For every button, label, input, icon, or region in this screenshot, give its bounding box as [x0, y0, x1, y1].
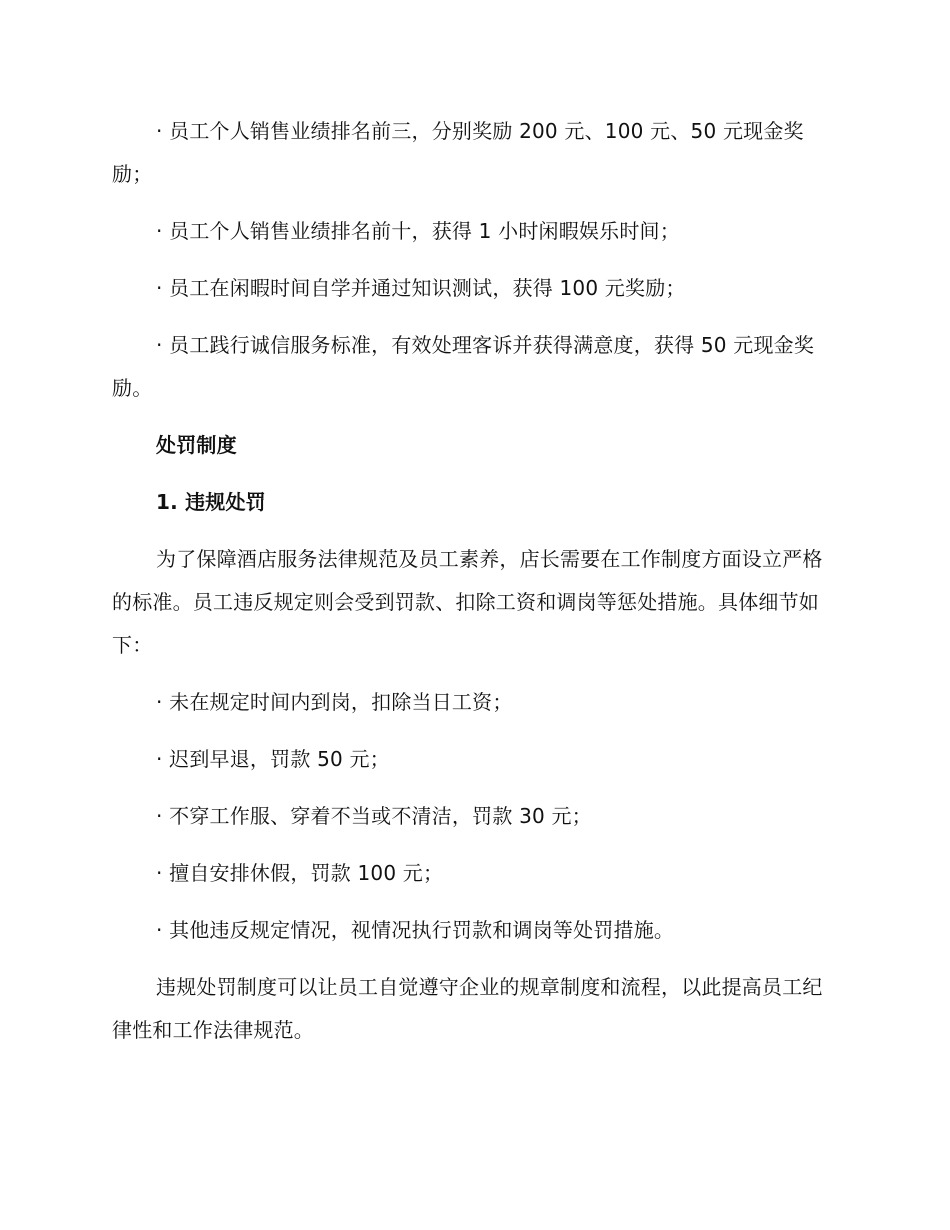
penalty-item: · 迟到早退，罚款 50 元；: [156, 747, 390, 771]
reward-item: · 员工在闲暇时间自学并通过知识测试，获得 100 元奖励；: [156, 276, 686, 300]
section-heading: 处罚制度: [156, 433, 237, 457]
penalty-item: · 未在规定时间内到岗，扣除当日工资；: [156, 690, 513, 714]
penalty-item: · 擅自安排休假，罚款 100 元；: [156, 861, 444, 885]
penalty-item: · 不穿工作服、穿着不当或不清洁，罚款 30 元；: [156, 804, 592, 828]
reward-item: · 员工践行诚信服务标准，有效处理客诉并获得满意度，获得 50 元现金奖励。: [112, 333, 815, 400]
closing-paragraph: 违规处罚制度可以让员工自觉遵守企业的规章制度和流程，以此提高员工纪律性和工作法律规范。: [112, 975, 823, 1042]
reward-item: · 员工个人销售业绩排名前十，获得 1 小时闲暇娱乐时间；: [156, 219, 680, 243]
subsection-heading: 1. 违规处罚: [156, 490, 266, 514]
intro-paragraph: 为了保障酒店服务法律规范及员工素养，店长需要在工作制度方面设立严格的标准。员工违反规定则会受到罚款、扣除工资和调岗等惩处措施。具体细节如下：: [112, 547, 823, 657]
penalty-item: · 其他违反规定情况，视情况执行罚款和调岗等处罚措施。: [156, 918, 675, 942]
document-body: [112, 110, 830, 1066]
reward-item: · 员工个人销售业绩排名前三，分别奖励 200 元、100 元、50 元现金奖励；: [112, 119, 804, 186]
